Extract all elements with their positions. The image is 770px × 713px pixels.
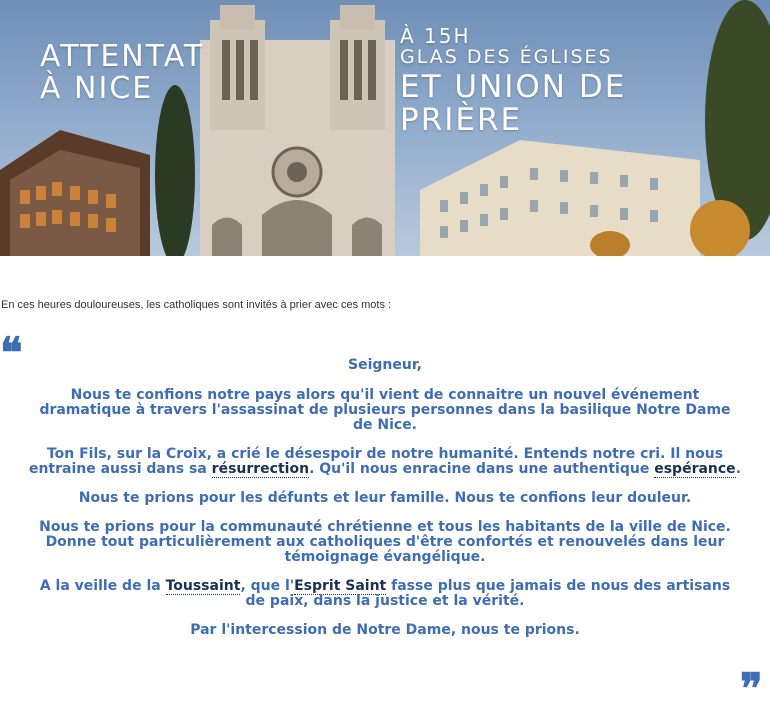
prayer-paragraph-3 bbox=[28, 447, 742, 477]
link-esperance[interactable]: espérance bbox=[654, 461, 736, 477]
prayer-text: A la veille de la bbox=[39, 578, 166, 594]
prayer-text: Ton Fils, sur la Croix, a crié le désespoir de notre humanité. Entends notre cri. Il nous entraine aussi dans sa bbox=[28, 446, 724, 477]
intro-text: En ces heures douloureuses, les catholiques sont invités à prier avec ces mots : bbox=[1, 299, 392, 311]
prayer-paragraph-1: Seigneur, bbox=[348, 357, 422, 373]
banner-headline-line-2: PRIÈRE bbox=[400, 102, 523, 138]
prayer-paragraph-7: Par l'intercession de Notre Dame, nous te prions. bbox=[190, 622, 580, 638]
open-quote-icon: ❝ bbox=[0, 328, 23, 377]
banner-image bbox=[0, 0, 770, 256]
prayer-paragraph-4: Nous te prions pour les défunts et leur famille. Nous te confions leur douleur. bbox=[78, 490, 692, 506]
prayer-paragraph-5: Nous te prions pour la communauté chrétienne et tous les habitants de la ville de Nice. Donne tout particulièrement aux catholiques d'être confortés et renouvelés dans leur témoignage évangélique. bbox=[39, 519, 731, 565]
prayer-text: fasse plus que jamais de nous des artisans de paix, dans la justice et la vérité. bbox=[245, 578, 731, 609]
banner-time: À 15H bbox=[400, 24, 471, 48]
banner-headline-line-1: ET UNION DE bbox=[400, 69, 627, 105]
prayer-paragraph-2: Nous te confions notre pays alors qu'il vient de connaitre un nouvel événement dramatique à travers l'assassinat de plusieurs personnes dans la basilique Notre Dame de Nice. bbox=[39, 387, 731, 433]
banner-subtitle: GLAS DES ÉGLISES bbox=[400, 46, 613, 68]
prayer-text: , que l' bbox=[240, 578, 295, 594]
banner-title-line-2: À NICE bbox=[40, 71, 154, 106]
prayer-paragraph-6 bbox=[28, 579, 742, 609]
close-quote-icon: ❞ bbox=[740, 664, 763, 713]
link-esprit-saint[interactable]: Esprit Saint bbox=[294, 578, 387, 594]
prayer-block bbox=[28, 358, 742, 652]
banner-title-line-1: ATTENTAT bbox=[40, 39, 205, 74]
prayer-text: . bbox=[735, 461, 742, 477]
link-resurrection[interactable]: résurrection bbox=[211, 461, 310, 477]
prayer-text: . Qu'il nous enracine dans une authentique bbox=[309, 461, 655, 477]
link-toussaint[interactable]: Toussaint bbox=[165, 578, 241, 594]
